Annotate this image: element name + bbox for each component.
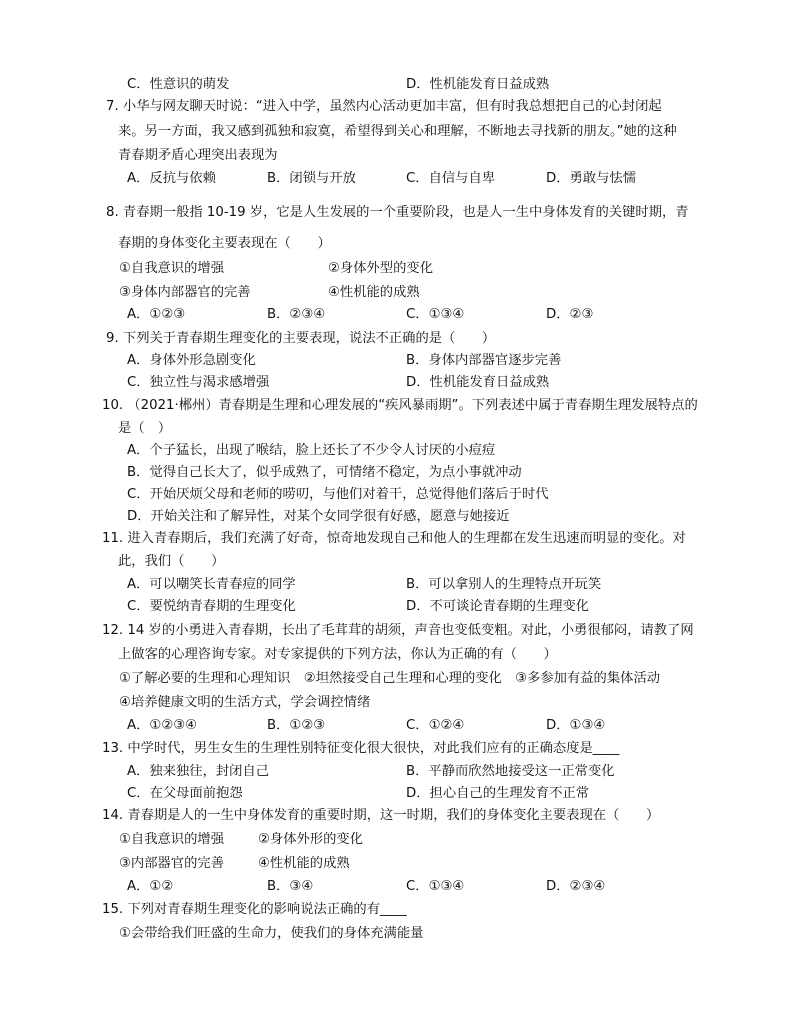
q10-option-c: C．开始厌烦父母和老师的唠叨，与他们对着干，总觉得他们落后于时代	[127, 487, 549, 502]
prev-option-d: D．性机能发育日益成熟	[406, 77, 550, 92]
q14-option-a: A．①②	[127, 879, 174, 894]
q11-option-d: D．不可谈论青春期的生理变化	[406, 599, 590, 614]
q11-stem-line-1: 11. 进入青春期后，我们充满了好奇，惊奇地发现自己和他人的生理都在发生迅速而明显的变化。对	[102, 531, 686, 546]
q12-option-a: A．①②③④	[127, 718, 198, 733]
q10-stem-line-1: 10. （2021·郴州）青春期是生理和心理发展的“疾风暴雨期”。下列表述中属于青春期生理发展特点的	[102, 398, 698, 413]
q9-stem-line-1: 9. 下列关于青春期生理变化的主要表现，说法不正确的是（ ）	[106, 331, 496, 346]
q12-stem-line-1: 12. 14 岁的小勇进入青春期，长出了毛茸茸的胡须，声音也变低变粗。对此，小勇很郁闷，请教了网	[102, 623, 694, 638]
q8-option-d: D．②③	[546, 307, 594, 322]
q14-option-b: B．③④	[267, 879, 314, 894]
q7-stem-line-3: 青春期矛盾心理突出表现为	[118, 148, 278, 163]
q14-option-d: D．②③④	[546, 879, 606, 894]
q8-item-3: ③身体内部器官的完善	[119, 285, 251, 300]
q15-stem-line-1: 15. 下列对青春期生理变化的影响说法正确的有____	[102, 902, 407, 917]
q10-option-b: B．觉得自己长大了，似乎成熟了，可情绪不稳定，为点小事就冲动	[127, 465, 522, 480]
q8-option-c: C．①③④	[406, 307, 465, 322]
q13-option-d: D．担心自己的生理发育不正常	[406, 786, 590, 801]
prev-option-c: C．性意识的萌发	[127, 77, 230, 92]
q9-option-c: C．独立性与渴求感增强	[127, 375, 270, 390]
q14-item-2: ②身体外形的变化	[258, 832, 363, 847]
q8-option-a: A．①②③	[127, 307, 186, 322]
q8-item-1: ①自我意识的增强	[119, 261, 224, 276]
q14-item-1: ①自我意识的增强	[119, 832, 224, 847]
q8-item-4: ④性机能的成熟	[328, 285, 420, 300]
q13-option-b: B．平静而欣然地接受这一正常变化	[406, 764, 615, 779]
q11-option-a: A．可以嘲笑长青春痘的同学	[127, 577, 296, 592]
q13-stem-line-1: 13. 中学时代，男生女生的生理性别特征变化很大很快，对此我们应有的正确态度是____	[102, 741, 620, 756]
q13-option-c: C．在父母面前抱怨	[127, 786, 243, 801]
q11-option-b: B．可以拿别人的生理特点开玩笑	[406, 577, 602, 592]
q8-option-b: B．②③④	[267, 307, 326, 322]
q7-option-b: B．闭锁与开放	[267, 171, 356, 186]
q15-item-1: ①会带给我们旺盛的生命力，使我们的身体充满能量	[119, 926, 424, 941]
q10-option-d: D．开始关注和了解异性，对某个女同学很有好感，愿意与她接近	[127, 509, 510, 524]
q9-option-a: A．身体外形急剧变化	[127, 353, 256, 368]
q11-stem-line-2: 此，我们（ ）	[118, 554, 225, 569]
q12-option-d: D．①③④	[546, 718, 606, 733]
q11-option-c: C．要悦纳青春期的生理变化	[127, 599, 296, 614]
q12-option-b: B．①②③	[267, 718, 326, 733]
q12-item-line-1: ①了解必要的生理和心理知识 ②坦然接受自己生理和心理的变化 ③多参加有益的集体活动	[119, 671, 661, 686]
q10-option-a: A．个子猛长，出现了喉结，脸上还长了不少令人讨厌的小痘痘	[127, 443, 496, 458]
q8-item-2: ②身体外型的变化	[328, 261, 433, 276]
q12-option-c: C．①②④	[406, 718, 465, 733]
q9-option-b: B．身体内部器官逐步完善	[406, 353, 562, 368]
q7-option-d: D．勇敢与怯懦	[546, 171, 637, 186]
q8-stem-line-1: 8. 青春期一般指 10-19 岁，它是人生发展的一个重要阶段，也是人一生中身体发育的关键时期，青	[106, 205, 689, 220]
q8-stem-line-2: 春期的身体变化主要表现在（ ）	[118, 236, 331, 251]
q13-option-a: A．独来独往，封闭自己	[127, 764, 270, 779]
q14-option-c: C．①③④	[406, 879, 465, 894]
q14-item-4: ④性机能的成熟	[258, 856, 350, 871]
q12-item-line-2: ④培养健康文明的生活方式，学会调控情绪	[119, 695, 371, 710]
q7-stem-line-1: 7. 小华与网友聊天时说：“进入中学，虽然内心活动更加丰富，但有时我总想把自己的心封闭起	[106, 99, 662, 114]
q10-stem-line-2: 是（ ）	[118, 421, 172, 436]
q14-stem-line-1: 14. 青春期是人的一生中身体发育的重要时期，这一时期，我们的身体变化主要表现在（ ）	[102, 808, 660, 823]
q12-stem-line-2: 上做客的心理咨询专家。对专家提供的下列方法，你认为正确的有（ ）	[118, 647, 557, 662]
q7-stem-line-2: 来。另一方面，我又感到孤独和寂寞，希望得到关心和理解，不断地去寻找新的朋友。”她的这种	[118, 124, 677, 139]
q7-option-c: C．自信与自卑	[406, 171, 496, 186]
q14-item-3: ③内部器官的完善	[119, 856, 224, 871]
q7-option-a: A．反抗与依赖	[127, 171, 216, 186]
q9-option-d: D．性机能发育日益成熟	[406, 375, 550, 390]
